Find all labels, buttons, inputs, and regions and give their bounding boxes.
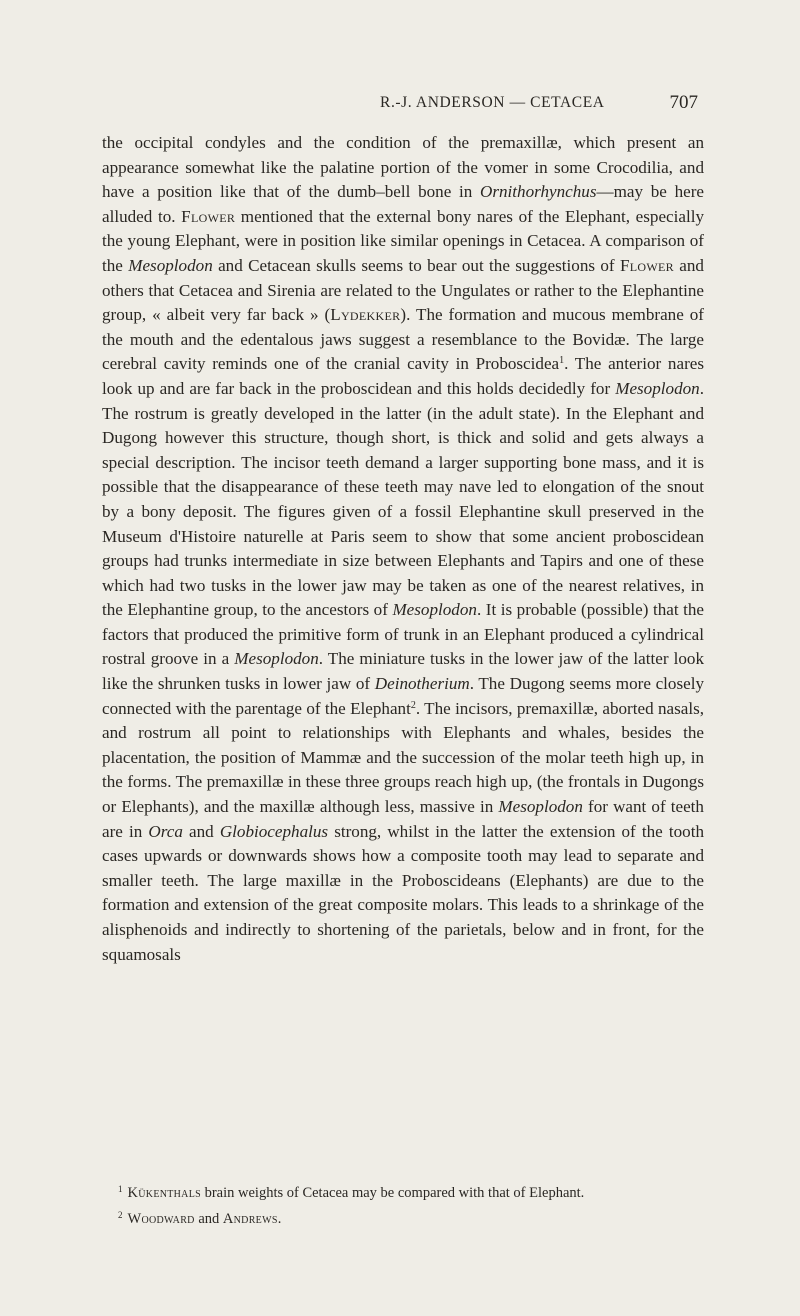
footnotes xyxy=(102,1178,704,1230)
taxon-name: Mesoplodon xyxy=(498,797,583,817)
footnote-2 xyxy=(102,1204,704,1230)
footnote-mark: 1 xyxy=(118,1184,123,1194)
footnote-1 xyxy=(102,1178,704,1204)
text-run: for want of teeth are in xyxy=(102,797,704,841)
footnote-text: and xyxy=(194,1211,223,1227)
footnote-ref: 1 xyxy=(559,355,565,367)
footnote-text: brain weights of Cetacea may be compared with that of Elephant. xyxy=(200,1185,585,1201)
taxon-name: Orca xyxy=(148,821,183,841)
page-number: 707 xyxy=(669,92,698,113)
running-head: R.-J. ANDERSON — CETACEA xyxy=(380,94,605,111)
taxon-name: Globiocephalus xyxy=(219,821,329,841)
text-run: . The Dugong seems more closely connected with the parentage of the Elephant xyxy=(102,674,704,718)
text-run: and others that Cetacea and Sirenia are related to the Ungulates or rather to the Elephantine group, « albeit very far back » ( xyxy=(102,255,704,325)
text-run: . The rostrum is greatly developed in the latter (in the adult state). In the Elephant and Dugong however this structure, though short, is thick and solid and gets always a special description. The incisor teeth demand a larger supporting bone mass, and it is possible that the disappearance of these teeth may nave led to elongation of the snout by a bony deposit. The figures given of a fossil Elephantine skull preserved in the Museum d'Histoire naturelle at Paris seem to show that some ancient proboscidean groups had trunks intermediate in size between Elephants and Tapirs and one of these which had two tusks in the lower jaw may be taken as one of the nearest relatives, in the Elephantine group, to the ancestors of xyxy=(102,378,704,620)
author-name: Woodward xyxy=(127,1211,195,1227)
taxon-name: Mesoplodon xyxy=(128,255,213,275)
text-run: mentioned that the external bony nares of the Elephant, especially the young Elephant, were in position like similar openings in Cetacea. A comparison of the xyxy=(102,206,704,275)
text-run: and xyxy=(182,821,220,841)
text-run: —may be here alluded to. xyxy=(102,182,704,226)
footnote-mark: 2 xyxy=(118,1210,123,1220)
text-run: . The miniature tusks in the lower jaw of the latter look like the shrunken tusks in lower jaw of xyxy=(102,649,704,694)
author-name: Kükenthals xyxy=(127,1185,201,1201)
author-name: Flower xyxy=(619,255,674,275)
taxon-name: Mesoplodon xyxy=(234,649,319,669)
taxon-name: Ornithorhynchus xyxy=(480,182,597,202)
footnote-ref: 2 xyxy=(410,699,416,711)
text-run: . The incisors, premaxillæ, aborted nasals, and rostrum all point to relationships with Elephants and whales, besides the placentation, the position of Mammæ and the succession of the molar teeth high up, in the forms. The premaxillæ in these three groups reach high up, (the frontals in Dugongs or Elephants), and the maxillæ although less, massive in xyxy=(102,698,704,817)
body-paragraph xyxy=(102,131,704,967)
taxon-name: Deinotherium xyxy=(374,674,470,694)
taxon-name: Mesoplodon xyxy=(615,378,700,398)
text-run: the occipital condyles and the condition of the premaxillæ, which present an appearance somewhat like the palatine portion of the vomer in some Crocodilia, and have a position like that of the dumb–bell bone in xyxy=(102,133,704,202)
author-name: Andrews xyxy=(222,1211,278,1227)
author-name: Flower xyxy=(181,206,236,226)
text-run: strong, whilst in the latter the extension of the tooth cases upwards or downwards shows how a composite tooth may lead to separate and smaller teeth. The large maxillæ in the Proboscideans (Elephants) are due to the formation and extension of the great composite molars. This leads to a shrinkage of the alisphenoids and indirectly to shortening of the parietals, below and in front, for the squamosals xyxy=(102,821,704,964)
text-run: and Cetacean skulls seems to bear out the suggestions of xyxy=(212,255,620,275)
taxon-name: Mesoplodon xyxy=(392,600,477,620)
author-name: Lydekker xyxy=(330,305,401,325)
text-run: . The anterior nares look up and are far back in the proboscidean and this holds decidedly for xyxy=(102,354,704,398)
footnote-text: . xyxy=(277,1211,282,1227)
text-run: . It is probable (possible) that the factors that produced the primitive form of trunk in an Elephant produced a cylindrical rostral groove in a xyxy=(102,600,705,669)
page-header xyxy=(0,90,800,120)
text-run: ). The formation and mucous membrane of the mouth and the edentalous jaws suggest a resemblance to the Bovidæ. The large cerebral cavity reminds one of the cranial cavity in Proboscidea xyxy=(102,305,705,374)
